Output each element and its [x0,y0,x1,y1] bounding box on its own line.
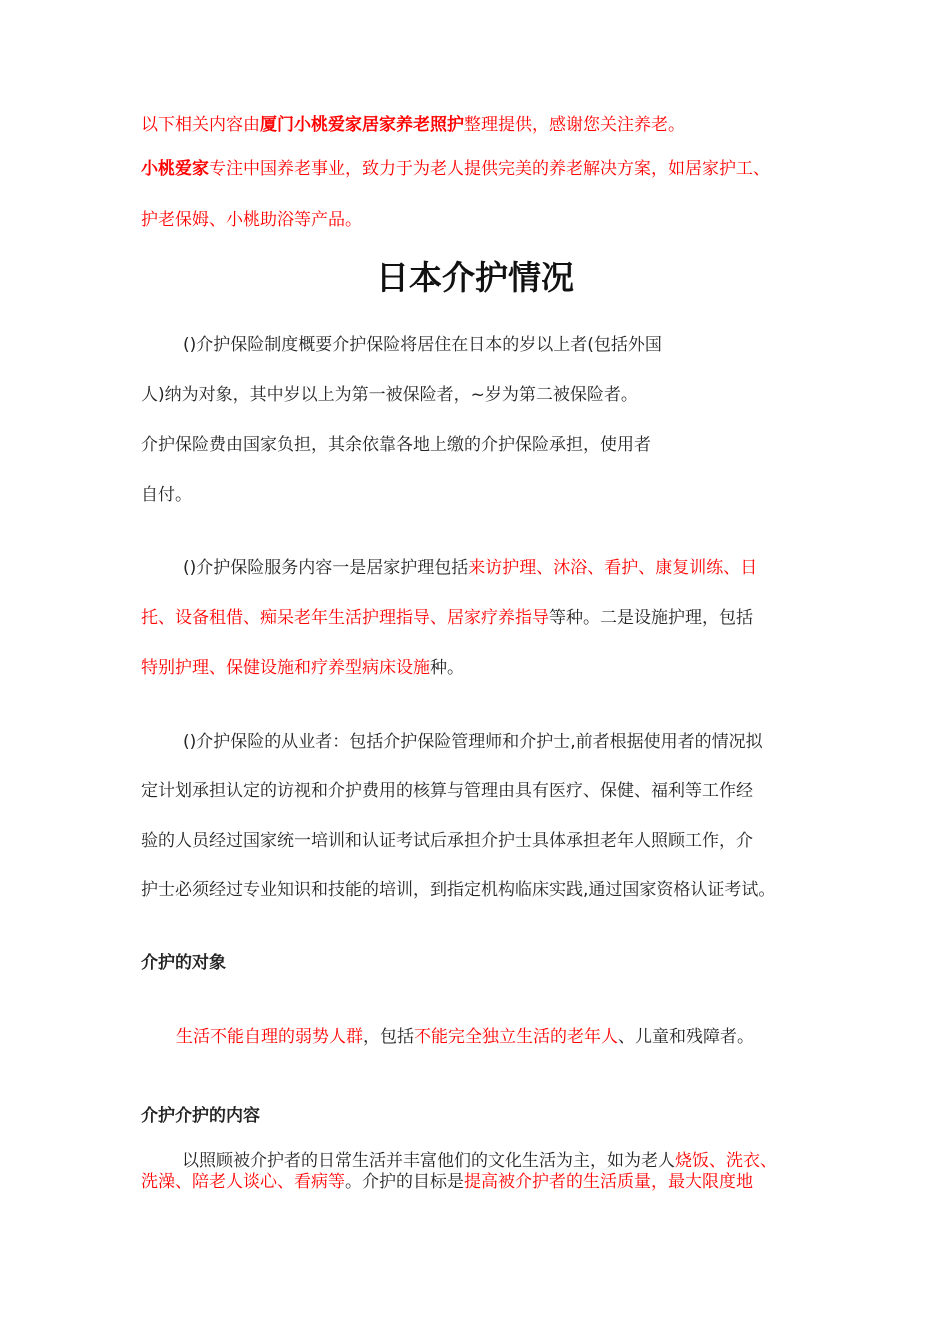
brand-name: 小桃爱家 [141,159,209,179]
sec2-line-2-text: 等种。二是设施护理，包括 [549,608,753,628]
sec2-line-2-highlight: 托、设备租借、痴呆老年生活护理指导、居家疗养指导 [141,608,549,628]
intro-line-1 [141,114,685,136]
sec3-line-4: 护士必须经过专业知识和技能的培训，到指定机构临床实践,通过国家资格认证考试。 [141,880,776,900]
content-line-2-text: 。介护的目标是 [345,1172,464,1192]
sec3-line-2: 定计划承担认定的访视和介护费用的核算与管理由具有医疗、保健、福利等工作经 [141,781,753,801]
target-elderly: 不能完全独立生活的老年人 [414,1027,618,1047]
target-connector: ，包括 [363,1027,414,1047]
content-line-1-text: 以照顾被介护者的日常生活并丰富他们的文化生活为主，如为老人 [182,1151,675,1171]
intro-line-3: 护老保姆、小桃助浴等产品。 [141,210,362,230]
sec3-line-1: ()介护保险的从业者：包括介护保险管理师和介护士,前者根据使用者的情况拟 [183,732,763,752]
sec1-line-2: 人)纳为对象，其中岁以上为第一被保险者，~岁为第二被保险者。 [141,385,638,405]
content-line-1-highlight: 烧饭、洗衣、 [675,1151,777,1171]
sec1-line-1: ()介护保险制度概要介护保险将居住在日本的岁以上者(包括外国 [183,335,662,355]
sec2-line-1-highlight: 来访护理、沐浴、看护、康复训练、日 [468,558,758,578]
document-title: 日本介护情况 [376,258,574,297]
content-line-2-highlight-2: 提高被介护者的生活质量，最大限度地 [464,1172,753,1192]
content-line-2-highlight-1: 洗澡、陪老人谈心、看病等 [141,1172,345,1192]
target-group: 生活不能自理的弱势人群 [176,1027,363,1047]
sec2-line-1 [183,557,757,579]
intro-line-2-text: 专注中国养老事业，致力于为老人提供完美的养老解决方案，如居家护工、 [209,159,770,179]
heading-care-content: 介护介护的内容 [141,1106,260,1126]
sec1-line-3: 介护保险费由国家负担，其余依靠各地上缴的介护保险承担，使用者 [141,435,651,455]
content-line-1 [182,1150,777,1172]
sec2-line-1-text: ()介护保险服务内容一是居家护理包括 [183,558,469,578]
sec1-line-4: 自付。 [141,485,192,505]
sec2-line-3-highlight: 特别护理、保健设施和疗养型病床设施 [141,658,430,678]
intro-prefix: 以下相关内容由 [141,115,260,135]
intro-line-2 [141,158,770,180]
content-line-2 [141,1171,753,1193]
sec2-line-2 [141,607,753,629]
intro-suffix: 整理提供，感谢您关注养老。 [464,115,685,135]
heading-care-target: 介护的对象 [141,953,226,973]
provider-name: 厦门小桃爱家居家养老照护 [260,115,464,135]
care-target-line [176,1026,754,1048]
target-others: 、儿童和残障者。 [618,1027,754,1047]
sec3-line-3: 验的人员经过国家统一培训和认证考试后承担介护士具体承担老年人照顾工作，介 [141,831,753,851]
sec2-line-3-text: 种。 [430,658,464,678]
sec2-line-3 [141,657,464,679]
